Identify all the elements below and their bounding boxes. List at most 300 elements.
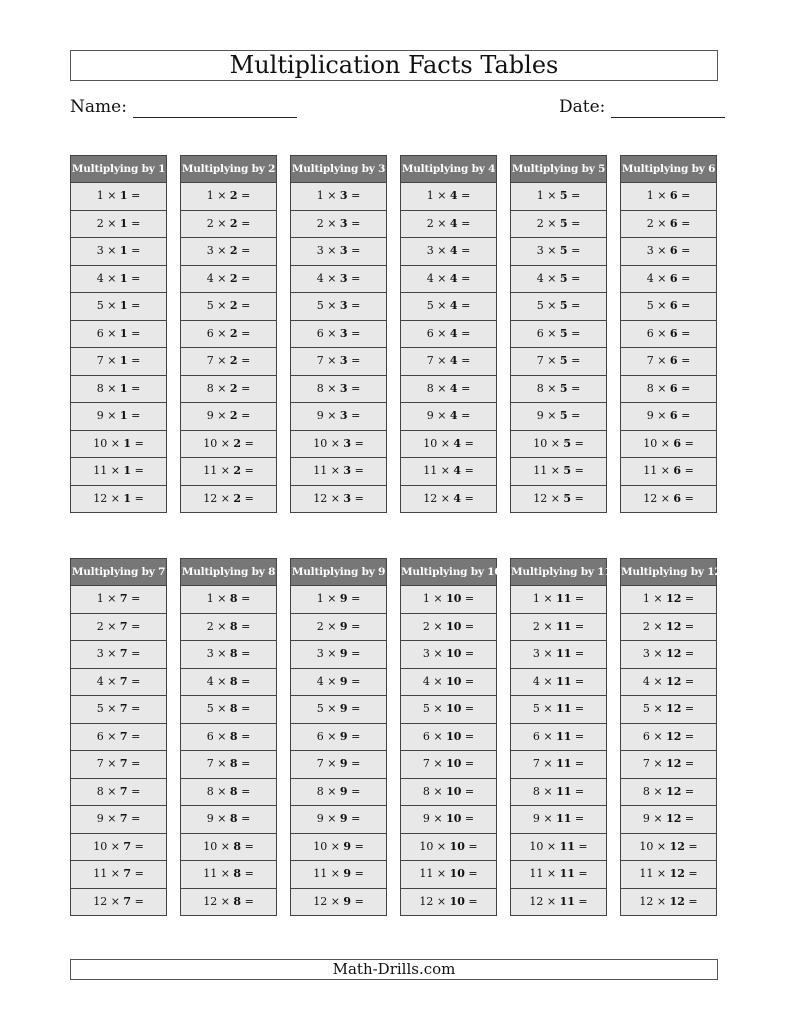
row-multiplier: 3	[339, 299, 348, 312]
table-header: Multiplying by 1	[70, 155, 167, 183]
row-multiplier: 12	[666, 592, 682, 605]
table-row[interactable]	[510, 376, 607, 404]
row-multiplier: 1	[119, 189, 128, 202]
table-row[interactable]	[180, 641, 277, 669]
row-equals: =	[237, 729, 251, 743]
table-row[interactable]	[180, 266, 277, 294]
row-multiplier: 11	[559, 839, 575, 853]
table-row[interactable]	[180, 403, 277, 431]
table-row[interactable]	[620, 806, 717, 834]
table-row[interactable]	[70, 348, 167, 376]
row-equals: =	[347, 619, 361, 633]
name-blank-line[interactable]	[133, 97, 297, 118]
row-multiplier: 7	[119, 757, 128, 770]
table-row[interactable]	[620, 486, 717, 514]
table-row[interactable]	[510, 586, 607, 614]
row-equals: =	[571, 647, 585, 660]
table-row[interactable]	[510, 889, 607, 917]
table-row[interactable]	[400, 614, 497, 642]
row-equals: =	[681, 647, 695, 660]
table-row[interactable]	[400, 724, 497, 752]
row-equals: =	[457, 271, 471, 285]
row-equals: =	[241, 839, 254, 853]
row-factor: 10 ×	[529, 839, 560, 853]
table-row[interactable]	[510, 724, 607, 752]
row-multiplier: 1	[119, 354, 128, 367]
table-row[interactable]	[620, 779, 717, 807]
row-equals: =	[457, 244, 471, 257]
multiplication-table	[620, 558, 722, 916]
row-factor: 3 ×	[316, 647, 340, 660]
row-equals: =	[461, 464, 474, 477]
row-equals: =	[461, 812, 475, 825]
table-row[interactable]	[70, 641, 167, 669]
row-equals: =	[571, 702, 585, 715]
table-row[interactable]	[70, 724, 167, 752]
table-row[interactable]	[510, 458, 607, 486]
row-multiplier: 6	[669, 216, 678, 230]
table-row[interactable]	[290, 614, 387, 642]
row-equals: =	[347, 299, 361, 312]
row-factor: 1 ×	[316, 592, 340, 605]
row-factor: 1 ×	[646, 189, 670, 202]
table-row[interactable]	[290, 403, 387, 431]
table-row[interactable]	[70, 696, 167, 724]
table-row[interactable]	[70, 614, 167, 642]
row-equals: =	[457, 299, 471, 312]
row-factor: 12 ×	[203, 491, 234, 505]
table-row[interactable]	[400, 751, 497, 779]
table-row[interactable]	[290, 183, 387, 211]
row-multiplier: 3	[343, 436, 352, 450]
row-equals: =	[237, 702, 251, 715]
table-row[interactable]	[510, 183, 607, 211]
row-multiplier: 9	[339, 702, 348, 715]
table-row[interactable]	[620, 669, 717, 697]
table-row[interactable]	[620, 293, 717, 321]
row-multiplier: 7	[119, 592, 128, 605]
table-row[interactable]	[180, 614, 277, 642]
table-row[interactable]	[400, 806, 497, 834]
table-row[interactable]	[510, 751, 607, 779]
table-row[interactable]	[400, 834, 497, 862]
row-equals: =	[571, 674, 585, 688]
row-multiplier: 10	[446, 647, 462, 660]
table-row[interactable]	[180, 806, 277, 834]
row-equals: =	[347, 216, 361, 230]
row-multiplier: 3	[339, 381, 348, 395]
row-factor: 3 ×	[316, 244, 340, 257]
row-multiplier: 8	[229, 702, 238, 715]
row-factor: 12 ×	[423, 491, 454, 505]
table-row[interactable]	[400, 779, 497, 807]
row-factor: 11 ×	[643, 464, 674, 477]
row-factor: 8 ×	[422, 784, 447, 798]
table-row[interactable]	[510, 669, 607, 697]
row-factor: 6 ×	[96, 729, 120, 743]
table-row[interactable]	[70, 431, 167, 459]
table-row[interactable]	[620, 724, 717, 752]
row-equals: =	[127, 757, 141, 770]
row-factor: 7 ×	[316, 757, 340, 770]
multiplication-table	[400, 558, 502, 916]
row-factor: 11 ×	[419, 867, 450, 880]
table-header: Multiplying by 9	[290, 558, 387, 586]
table-row[interactable]	[70, 861, 167, 889]
table-row[interactable]	[510, 403, 607, 431]
multiplication-table	[400, 155, 497, 513]
table-row[interactable]	[180, 211, 277, 239]
row-factor: 11 ×	[93, 464, 124, 477]
row-multiplier: 11	[556, 702, 572, 715]
row-equals: =	[131, 839, 144, 853]
table-row[interactable]	[290, 806, 387, 834]
page-title: Multiplication Facts Tables	[70, 50, 718, 81]
table-row[interactable]	[510, 696, 607, 724]
row-factor: 4 ×	[316, 674, 340, 688]
row-equals: =	[351, 839, 364, 853]
table-row[interactable]	[70, 458, 167, 486]
table-row[interactable]	[510, 348, 607, 376]
row-equals: =	[127, 271, 141, 285]
table-row[interactable]	[290, 321, 387, 349]
table-row[interactable]	[290, 486, 387, 514]
table-row[interactable]	[400, 376, 497, 404]
date-blank-line[interactable]	[611, 97, 725, 118]
table-row[interactable]	[180, 861, 277, 889]
table-row[interactable]	[290, 889, 387, 917]
table-row[interactable]	[180, 669, 277, 697]
date-label: Date:	[559, 97, 606, 117]
table-row[interactable]	[400, 641, 497, 669]
table-row[interactable]	[70, 669, 167, 697]
table-row[interactable]	[180, 486, 277, 514]
row-multiplier: 6	[669, 354, 678, 367]
table-row[interactable]	[620, 183, 717, 211]
row-factor: 11 ×	[313, 464, 344, 477]
row-multiplier: 12	[666, 619, 682, 633]
table-row[interactable]	[620, 266, 717, 294]
row-factor: 2 ×	[642, 619, 667, 633]
table-row[interactable]	[180, 376, 277, 404]
row-multiplier: 8	[229, 757, 238, 770]
table-row[interactable]	[180, 586, 277, 614]
table-row[interactable]	[620, 238, 717, 266]
table-row[interactable]	[510, 431, 607, 459]
row-factor: 2 ×	[646, 216, 670, 230]
table-row[interactable]	[510, 293, 607, 321]
table-row[interactable]	[400, 266, 497, 294]
table-row[interactable]	[180, 238, 277, 266]
table-row[interactable]	[510, 266, 607, 294]
row-multiplier: 5	[559, 271, 568, 285]
row-multiplier: 12	[669, 867, 685, 880]
table-row[interactable]	[620, 586, 717, 614]
name-label: Name:	[70, 97, 127, 117]
table-row[interactable]	[400, 861, 497, 889]
row-equals: =	[574, 894, 588, 908]
row-multiplier: 11	[556, 647, 572, 660]
row-multiplier: 10	[446, 674, 462, 688]
table-row[interactable]	[180, 834, 277, 862]
multiplication-table	[290, 558, 387, 916]
table-row[interactable]	[180, 724, 277, 752]
table-row[interactable]	[400, 669, 497, 697]
table-row[interactable]	[620, 889, 717, 917]
table-row[interactable]	[400, 586, 497, 614]
row-factor: 6 ×	[422, 729, 447, 743]
row-factor: 8 ×	[96, 784, 120, 798]
table-row[interactable]	[510, 861, 607, 889]
table-row[interactable]	[70, 403, 167, 431]
table-row[interactable]	[290, 861, 387, 889]
table-row[interactable]	[70, 293, 167, 321]
table-row[interactable]	[290, 266, 387, 294]
table-row[interactable]	[70, 183, 167, 211]
table-row[interactable]	[290, 641, 387, 669]
row-equals: =	[237, 619, 251, 633]
row-equals: =	[457, 381, 471, 395]
table-row[interactable]	[400, 348, 497, 376]
row-multiplier: 3	[343, 464, 352, 477]
row-multiplier: 1	[119, 326, 128, 340]
row-equals: =	[567, 244, 581, 257]
table-row[interactable]	[400, 696, 497, 724]
row-equals: =	[461, 619, 475, 633]
table-row[interactable]	[510, 834, 607, 862]
row-equals: =	[567, 354, 581, 367]
row-equals: =	[677, 216, 691, 230]
table-row[interactable]	[510, 806, 607, 834]
table-row[interactable]	[180, 779, 277, 807]
table-row[interactable]	[620, 211, 717, 239]
row-equals: =	[127, 189, 141, 202]
row-multiplier: 6	[673, 491, 682, 505]
row-equals: =	[677, 381, 691, 395]
table-row[interactable]	[70, 779, 167, 807]
table-row[interactable]	[400, 211, 497, 239]
table-row[interactable]	[70, 806, 167, 834]
row-factor: 6 ×	[426, 326, 450, 340]
row-factor: 12 ×	[419, 894, 450, 908]
row-multiplier: 8	[229, 619, 238, 633]
row-equals: =	[237, 326, 251, 340]
row-equals: =	[461, 784, 475, 798]
row-multiplier: 12	[666, 647, 682, 660]
table-row[interactable]	[400, 889, 497, 917]
row-multiplier: 12	[666, 702, 682, 715]
row-multiplier: 10	[449, 894, 465, 908]
row-multiplier: 10	[446, 702, 462, 715]
row-factor: 4 ×	[96, 674, 120, 688]
row-multiplier: 9	[343, 894, 352, 908]
table-row[interactable]	[510, 211, 607, 239]
row-multiplier: 7	[119, 812, 128, 825]
row-equals: =	[571, 592, 585, 605]
table-row[interactable]	[290, 751, 387, 779]
row-equals: =	[677, 299, 691, 312]
row-equals: =	[127, 409, 141, 422]
row-multiplier: 5	[563, 491, 572, 505]
row-equals: =	[461, 647, 475, 660]
row-factor: 10 ×	[93, 436, 124, 450]
table-row[interactable]	[290, 376, 387, 404]
row-equals: =	[677, 326, 691, 340]
table-row[interactable]	[180, 183, 277, 211]
table-row[interactable]	[510, 641, 607, 669]
row-equals: =	[567, 326, 581, 340]
table-row[interactable]	[70, 321, 167, 349]
row-multiplier: 10	[446, 812, 462, 825]
table-row[interactable]	[70, 586, 167, 614]
table-row[interactable]	[400, 183, 497, 211]
row-factor: 5 ×	[316, 702, 340, 715]
table-row[interactable]	[180, 458, 277, 486]
table-row[interactable]	[180, 889, 277, 917]
row-equals: =	[567, 216, 581, 230]
table-row[interactable]	[180, 293, 277, 321]
row-equals: =	[351, 867, 364, 880]
table-row[interactable]	[400, 293, 497, 321]
row-multiplier: 1	[123, 436, 132, 450]
row-factor: 2 ×	[422, 619, 447, 633]
table-row[interactable]	[290, 834, 387, 862]
table-row[interactable]	[400, 431, 497, 459]
row-equals: =	[237, 299, 251, 312]
table-row[interactable]	[620, 403, 717, 431]
table-row[interactable]	[290, 293, 387, 321]
row-factor: 12 ×	[313, 894, 344, 908]
table-row[interactable]	[620, 376, 717, 404]
row-multiplier: 6	[673, 436, 682, 450]
table-row[interactable]	[620, 431, 717, 459]
row-multiplier: 7	[123, 839, 132, 853]
table-row[interactable]	[290, 458, 387, 486]
row-equals: =	[347, 271, 361, 285]
table-row[interactable]	[180, 321, 277, 349]
row-multiplier: 12	[669, 894, 685, 908]
row-equals: =	[127, 592, 141, 605]
table-row[interactable]	[620, 614, 717, 642]
row-multiplier: 1	[119, 381, 128, 395]
table-row[interactable]	[290, 431, 387, 459]
table-row[interactable]	[180, 696, 277, 724]
table-row[interactable]	[620, 458, 717, 486]
table-row[interactable]	[290, 669, 387, 697]
row-factor: 9 ×	[422, 812, 447, 825]
row-multiplier: 5	[559, 216, 568, 230]
table-row[interactable]	[620, 321, 717, 349]
row-factor: 7 ×	[316, 354, 340, 367]
table-row[interactable]	[180, 431, 277, 459]
row-factor: 12 ×	[203, 894, 234, 908]
table-row[interactable]	[400, 238, 497, 266]
row-equals: =	[574, 839, 588, 853]
row-equals: =	[241, 464, 254, 477]
table-row[interactable]	[70, 238, 167, 266]
row-multiplier: 7	[119, 784, 128, 798]
table-row[interactable]	[180, 751, 277, 779]
row-factor: 4 ×	[642, 674, 667, 688]
row-multiplier: 7	[119, 619, 128, 633]
table-row[interactable]	[290, 348, 387, 376]
row-factor: 8 ×	[316, 784, 340, 798]
row-factor: 10 ×	[93, 839, 124, 853]
table-row[interactable]	[290, 724, 387, 752]
row-equals: =	[461, 674, 475, 688]
row-equals: =	[237, 674, 251, 688]
row-multiplier: 4	[453, 491, 462, 505]
row-multiplier: 11	[556, 729, 572, 743]
table-row[interactable]	[70, 889, 167, 917]
table-row[interactable]	[70, 266, 167, 294]
row-multiplier: 2	[229, 271, 238, 285]
table-header: Multiplying by 12	[620, 558, 717, 586]
table-row[interactable]	[620, 834, 717, 862]
row-equals: =	[574, 867, 588, 880]
row-factor: 1 ×	[426, 189, 450, 202]
row-multiplier: 2	[229, 326, 238, 340]
table-row[interactable]	[620, 641, 717, 669]
row-multiplier: 2	[233, 436, 242, 450]
row-equals: =	[347, 812, 361, 825]
table-row[interactable]	[290, 211, 387, 239]
row-factor: 7 ×	[642, 757, 667, 770]
row-multiplier: 2	[229, 299, 238, 312]
table-row[interactable]	[70, 486, 167, 514]
row-equals: =	[127, 647, 141, 660]
table-row[interactable]	[400, 486, 497, 514]
table-row[interactable]	[510, 321, 607, 349]
row-equals: =	[571, 784, 585, 798]
row-factor: 2 ×	[316, 619, 340, 633]
row-equals: =	[351, 436, 364, 450]
table-row[interactable]	[70, 834, 167, 862]
table-row[interactable]	[510, 614, 607, 642]
table-row[interactable]	[620, 861, 717, 889]
table-row[interactable]	[180, 348, 277, 376]
table-row[interactable]	[510, 238, 607, 266]
table-row[interactable]	[620, 751, 717, 779]
row-multiplier: 11	[556, 784, 572, 798]
table-row[interactable]	[510, 779, 607, 807]
row-factor: 11 ×	[639, 867, 670, 880]
table-row[interactable]	[290, 238, 387, 266]
row-multiplier: 4	[449, 271, 458, 285]
row-equals: =	[127, 354, 141, 367]
table-row[interactable]	[620, 696, 717, 724]
row-factor: 9 ×	[206, 812, 230, 825]
row-multiplier: 4	[449, 354, 458, 367]
row-equals: =	[131, 436, 144, 450]
table-row[interactable]	[620, 348, 717, 376]
table-row[interactable]	[70, 751, 167, 779]
row-multiplier: 10	[449, 867, 465, 880]
table-row[interactable]	[400, 321, 497, 349]
table-row[interactable]	[510, 486, 607, 514]
row-multiplier: 8	[229, 729, 238, 743]
table-row[interactable]	[400, 458, 497, 486]
row-multiplier: 11	[556, 592, 572, 605]
table-row[interactable]	[290, 586, 387, 614]
row-equals: =	[677, 271, 691, 285]
table-row[interactable]	[290, 779, 387, 807]
table-row[interactable]	[70, 376, 167, 404]
table-row[interactable]	[290, 696, 387, 724]
table-row[interactable]	[400, 403, 497, 431]
table-row[interactable]	[70, 211, 167, 239]
row-factor: 11 ×	[423, 464, 454, 477]
